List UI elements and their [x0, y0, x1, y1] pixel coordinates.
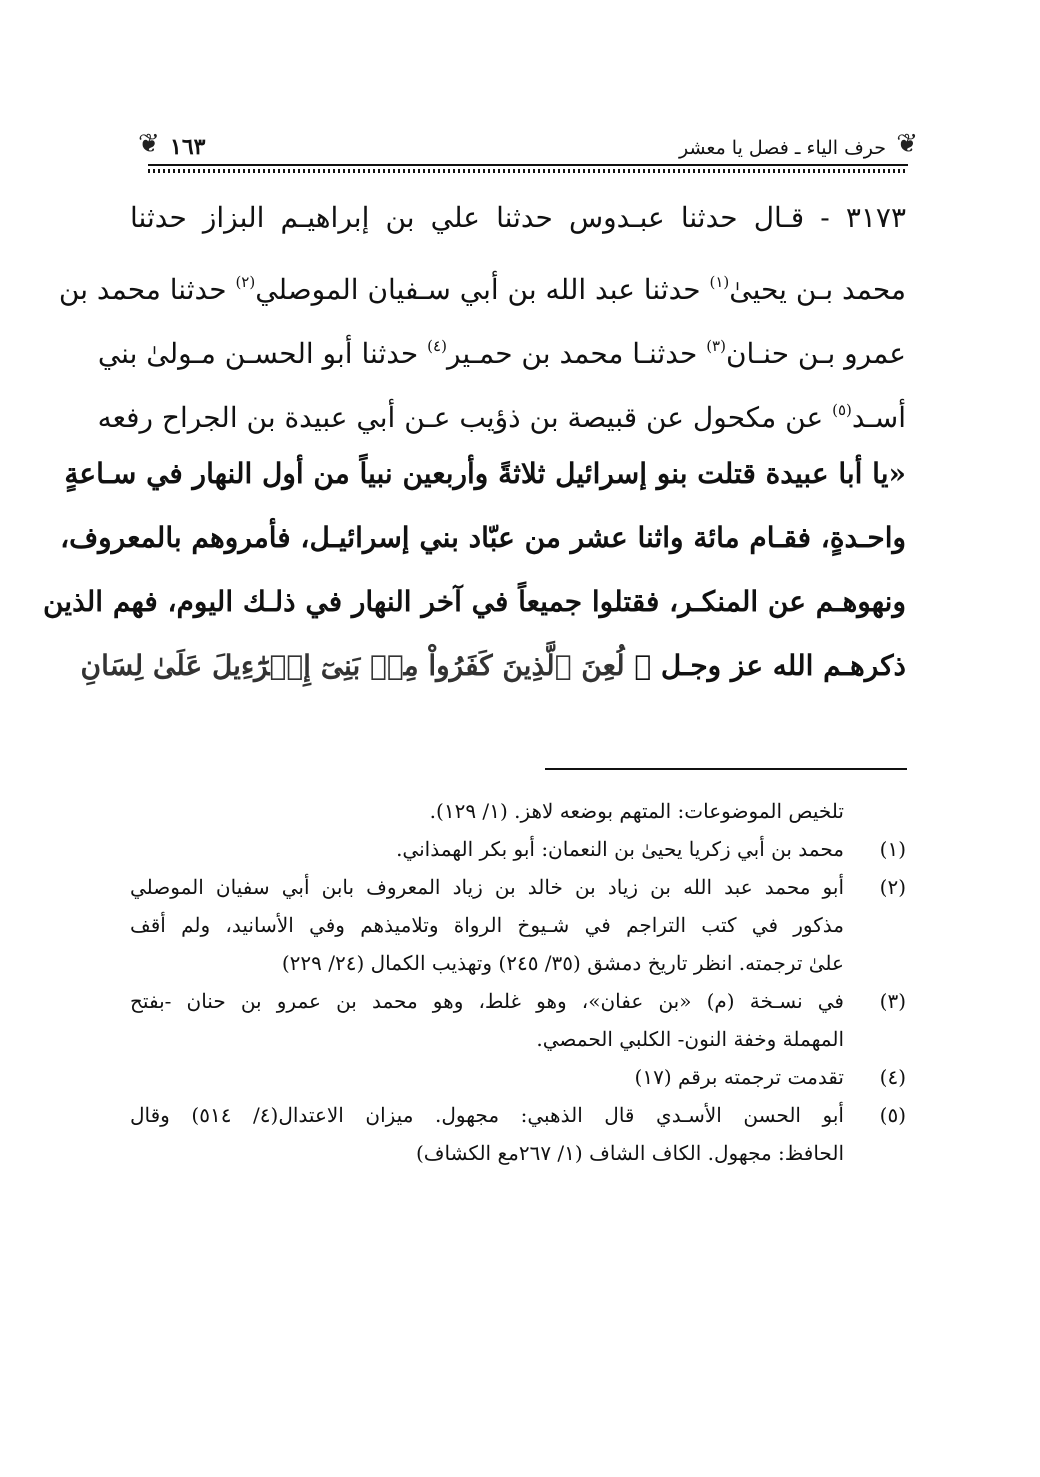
running-title: حرف الياء ـ فصل يا معشر [678, 137, 886, 159]
body-line-8 [80, 634, 906, 698]
footnote-line: محمد بن أبي زكريا يحيىٰ بن النعمان: أبو بكر الهمذاني. [396, 837, 844, 861]
body-text: حدثنـا محمد بن حمـير [446, 337, 707, 370]
page-number: ١٦٣ [170, 134, 206, 160]
footnote-ref[interactable]: (٤) [427, 337, 447, 355]
body-text: أسـد [851, 401, 906, 434]
footnote-line: تقدمت ترجمته برقم (١٧) [634, 1065, 844, 1089]
body-text: ذكرهـم الله عز وجـل ﴿ [624, 649, 906, 682]
footnote-ref[interactable]: (٣) [706, 337, 726, 355]
header-ornament-left-icon: ❦ [138, 129, 160, 159]
footnote-1 [130, 830, 906, 868]
footnote-number: (٣) [879, 989, 906, 1013]
header-rule-dotted [148, 169, 908, 173]
footnote-separator [545, 768, 907, 770]
footnote-ref[interactable]: (١) [709, 273, 730, 291]
main-text [42, 186, 906, 698]
quran-verse: لُعِنَ ٱلَّذِينَ كَفَرُواْ مِنۢ بَنِىٓ إِسۡرَٰٓءِيلَ عَلَىٰ لِسَانِ [80, 649, 625, 682]
footnote-5 [130, 1096, 906, 1172]
body-text: حدثنا أبو الحسـن مـولىٰ بني [97, 337, 428, 370]
footnote-continuation [130, 792, 906, 830]
footnote-line: مذكور في كتب التراجم في شـيوخ الرواة وتلاميذهم وفي الأسانيد، ولم أقف [130, 913, 845, 937]
body-text: عمرو بـن حنـان [725, 337, 906, 370]
footnote-line: الحافظ: مجهول. الكاف الشاف (١/ ٢٦٧مع الكشاف) [415, 1141, 844, 1165]
footnote-2 [130, 868, 906, 982]
header-rule [148, 164, 908, 166]
footnote-line: أبو محمد عبد الله بن زياد بن خالد بن زياد المعروف بابن أبي سفيان الموصلي [130, 875, 844, 899]
body-text: حدثنا عبد الله بن أبي سـفيان الموصلي [255, 273, 710, 306]
footnote-4 [130, 1058, 906, 1096]
footnote-line: علىٰ ترجمته. انظر تاريخ دمشق (٣٥/ ٢٤٥) وتهذيب الكمال (٢٤/ ٢٢٩) [281, 951, 844, 975]
footnote-line: تلخيص الموضوعات: المتهم بوضعه لاهز. (١/ ١٢٩). [429, 799, 844, 823]
body-text: حدثنا محمد بن [58, 273, 236, 306]
footnote-ref[interactable]: (٢) [235, 273, 256, 291]
body-line-2 [58, 250, 906, 314]
footnotes [130, 792, 906, 1172]
body-line-6: واحـدةٍ، فقـام مائة واثنا عشر من عبّاد بني إسرائيـل، فأمروهم بالمعروف، [60, 521, 906, 554]
footnote-number: (٤) [879, 1065, 906, 1089]
body-line-3 [97, 314, 906, 378]
running-header [138, 129, 918, 162]
body-line-7: ونهوهـم عن المنكـر، فقتلوا جميعاً في آخر النهار في ذلـك اليوم، فهم الذين [42, 585, 906, 618]
footnote-line: المهملة وخفة النون- الكلبي الحمصي. [536, 1027, 844, 1051]
footnote-number: (٢) [879, 875, 906, 899]
footnote-number: (٥) [879, 1103, 906, 1127]
footnote-line: في نسـخة (م) «بن عفان»، وهو غلط، وهو محمد بن عمرو بن حنان -بفتح [130, 989, 844, 1013]
footnote-line: أبو الحسن الأسـدي قال الذهبي: مجهول. ميزان الاعتدال(٤/ ٥١٤) وقال [130, 1103, 844, 1127]
footnote-3 [130, 982, 906, 1058]
header-ornament-right-icon: ❦ [896, 129, 918, 159]
body-text: محمد بـن يحيىٰ [729, 273, 906, 306]
body-text: عن مكحول عن قبيصة بن ذؤيب عـن أبي عبيدة بن الجراح رفعه [97, 401, 833, 434]
footnote-number: (١) [879, 837, 906, 861]
footnote-ref[interactable]: (٥) [832, 401, 852, 419]
body-line-4 [97, 378, 906, 442]
body-line-5: «يا أبا عبيدة قتلت بنو إسرائيل ثلاثةً وأربعين نبياً من أول النهار في سـاعةٍ [64, 457, 906, 490]
body-line-1: ٣١٧٣ - قـال حدثنا عبـدوس حدثنا علي بن إبراهيـم البزاز حدثنا [130, 201, 906, 234]
